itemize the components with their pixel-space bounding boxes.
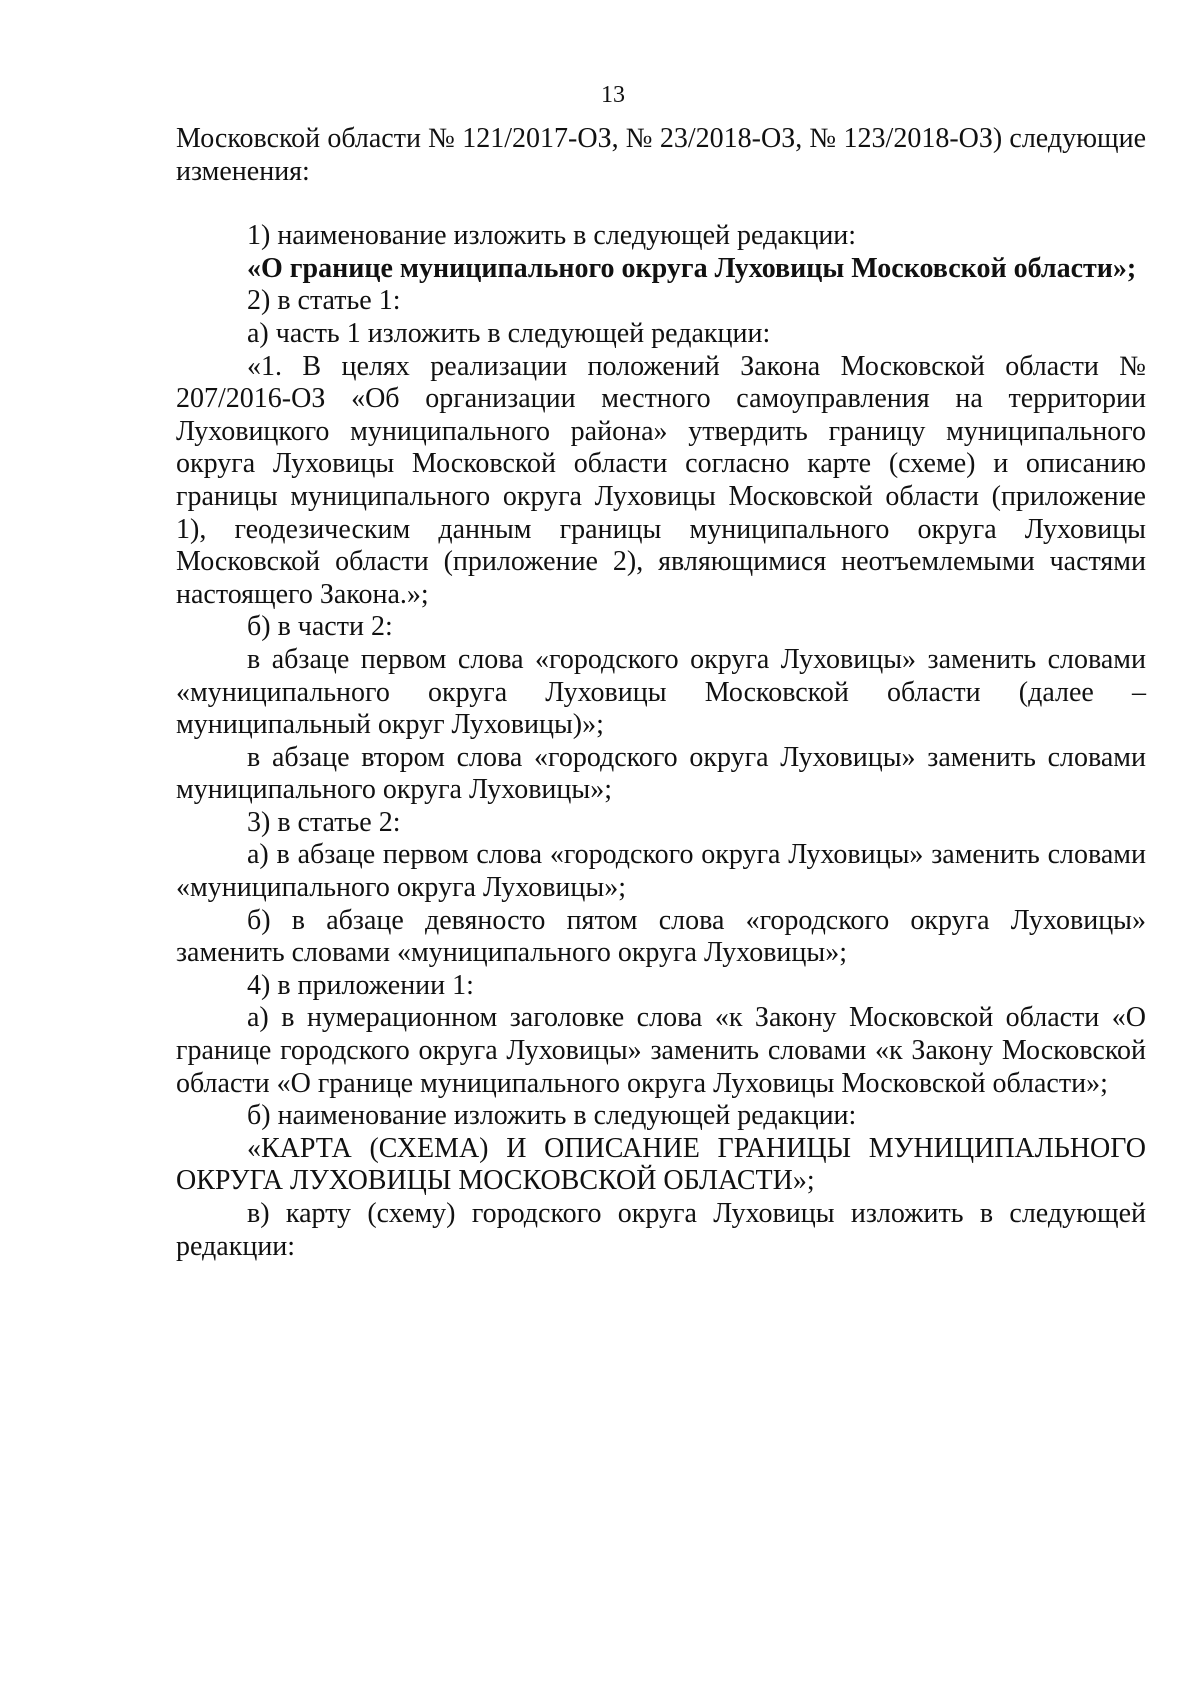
paragraph-item-4b: б) наименование изложить в следующей редакции: [247, 1100, 857, 1132]
paragraph-item-4v: в) карту (схему) городского округа Луховицы изложить в следующей редакции: [176, 1198, 1146, 1262]
paragraph-part-1-text: «1. В целях реализации положений Закона Московской области № 207/2016-ОЗ «Об организации местного самоуправления на территории Луховицкого муниципального района» утвердить границу муниципального округа Луховицы Московской области согласно карте (схеме) и описанию границы муниципального округа Луховицы Московской области (приложение 1), геодезическим данным границы муниципального округа Луховицы Московской области (приложение 2), являющимися неотъемлемыми частями настоящего Закона.»; [176, 350, 1146, 610]
paragraph-abzac-1: в абзаце первом слова «городского округа Луховицы» заменить словами «муниципального округа Луховицы Московской области (далее – муниципальный округ Луховицы)»; [176, 643, 1146, 741]
paragraph-item-3b: б) в абзаце девяносто пятом слова «городского округа Луховицы» заменить словами «муниципального округа Луховицы»; [176, 904, 1146, 969]
paragraph-gap [176, 188, 1146, 220]
paragraph-item-4a: а) в нумерационном заголовке слова «к Закону Московской области «О границе городского округа Луховицы» заменить словами «к Закону Московской области «О границе муниципального округа Луховицы Московской области»; [176, 1002, 1146, 1099]
paragraph-item-2a: а) часть 1 изложить в следующей редакции: [247, 317, 771, 349]
paragraph-item-2: 2) в статье 1: [247, 285, 401, 317]
paragraph-item-3: 3) в статье 2: [247, 806, 401, 838]
paragraph-new-title: «О границе муниципального округа Луховицы Московской области»; [247, 252, 1137, 284]
paragraph-item-1: 1) наименование изложить в следующей редакции: [247, 220, 857, 252]
paragraph-item-3a: а) в абзаце первом слова «городского округа Луховицы» заменить словами «муниципального округа Луховицы»; [176, 839, 1146, 904]
page-number: 13 [601, 82, 625, 108]
paragraph-abzac-2: в абзаце втором слова «городского округа Луховицы» заменить словами муниципального округа Луховицы»; [176, 741, 1146, 806]
document-body [176, 123, 1146, 1263]
paragraph-new-caption: «КАРТА (СХЕМА) И ОПИСАНИЕ ГРАНИЦЫ МУНИЦИПАЛЬНОГО ОКРУГА ЛУХОВИЦЫ МОСКОВСКОЙ ОБЛАСТИ»; [176, 1132, 1146, 1197]
paragraph-intro: Московской области № 121/2017-ОЗ, № 23/2018-ОЗ, № 123/2018-ОЗ) следующие изменения: [176, 123, 1146, 187]
paragraph-item-2b: б) в части 2: [247, 611, 393, 643]
paragraph-item-4: 4) в приложении 1: [247, 969, 474, 1001]
